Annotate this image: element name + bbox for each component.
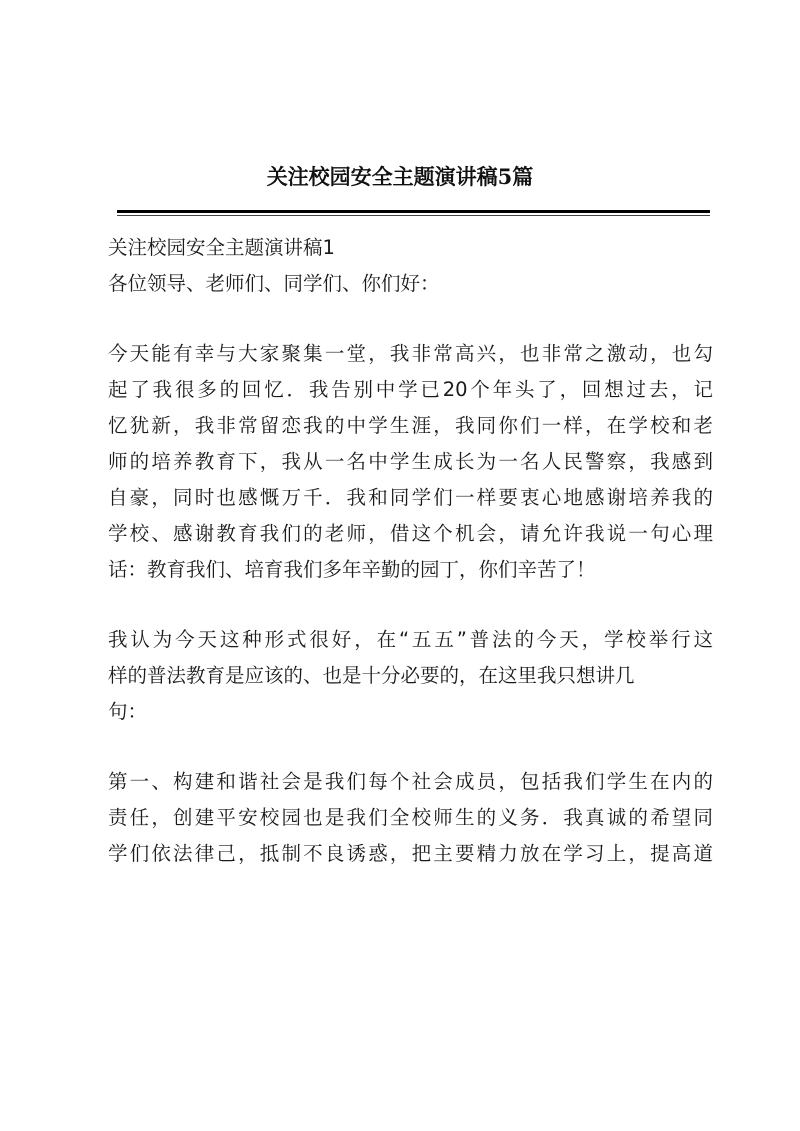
- paragraph-line: 学们依法律己，抵制不良诱惑，把主要精力放在学习上，提高道: [108, 842, 713, 865]
- paragraph-1: [108, 336, 713, 588]
- paragraph-3: [108, 764, 713, 872]
- paragraph-line: 起了我很多的回忆．我告别中学已20个年头了，回想过去，记: [108, 378, 713, 401]
- paragraph-line: 学校、感谢教育我们的老师，借这个机会，请允许我说一句心理: [108, 522, 713, 545]
- greeting: 各位领导、老师们、同学们、你们好：: [108, 272, 440, 295]
- document-body: [108, 230, 713, 872]
- paragraph-spacer: [108, 730, 713, 764]
- section-heading: 关注校园安全主题演讲稿1: [108, 236, 335, 259]
- paragraph-line: 师的培养教育下，我从一名中学生成长为一名人民警察，我感到: [108, 450, 713, 473]
- paragraph-line: 自豪，同时也感慨万千．我和同学们一样要衷心地感谢培养我的: [108, 486, 713, 509]
- paragraph-line: 今天能有幸与大家聚集一堂，我非常高兴，也非常之激动，也勾: [108, 342, 713, 365]
- paragraph-line: 样的普法教育是应该的、也是十分必要的，在这里我只想讲几: [108, 664, 635, 687]
- title-divider-thick: [117, 210, 710, 213]
- paragraph-line: 忆犹新，我非常留恋我的中学生涯，我同你们一样，在学校和老: [108, 414, 713, 437]
- paragraph-line: 话：教育我们、培育我们多年辛勤的园丁，你们辛苦了！: [108, 558, 596, 581]
- paragraph-2: [108, 622, 713, 730]
- paragraph-spacer: [108, 588, 713, 622]
- paragraph-line: 责任，创建平安校园也是我们全校师生的义务．我真诚的希望同: [108, 806, 713, 829]
- paragraph-line: 我认为今天这种形式很好，在“五五”普法的今天，学校举行这: [108, 628, 713, 651]
- paragraph-line: 句：: [108, 700, 148, 723]
- document-title: 关注校园安全主题演讲稿5篇: [266, 164, 534, 189]
- paragraph-line: 第一、构建和谐社会是我们每个社会成员，包括我们学生在内的: [108, 770, 713, 793]
- title-divider-thin: [117, 215, 710, 216]
- paragraph-spacer: [108, 302, 713, 336]
